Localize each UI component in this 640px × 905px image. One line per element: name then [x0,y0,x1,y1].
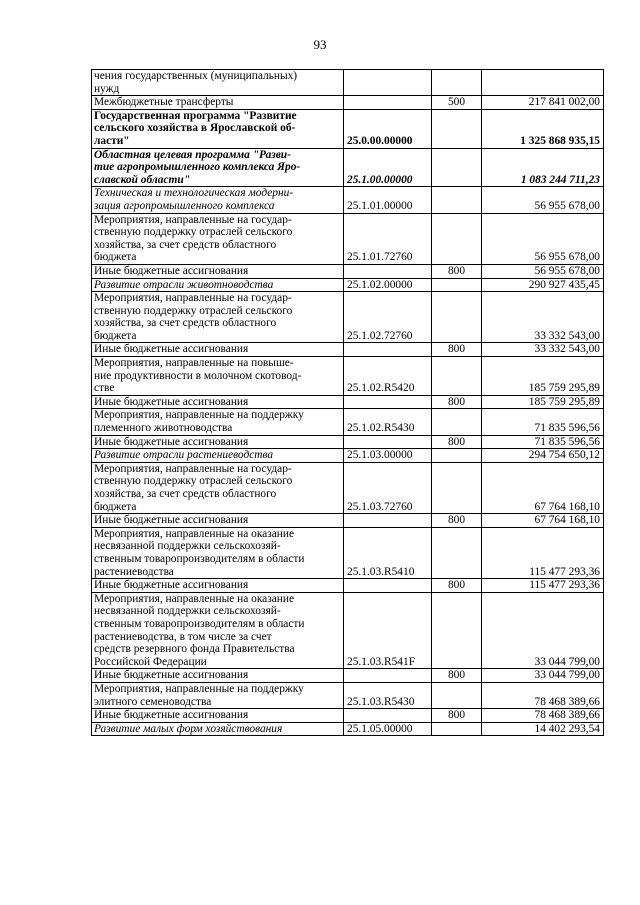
row-expense-type-cell [432,449,482,463]
row-amount-cell: 56 955 678,00 [482,264,604,278]
table-row [92,395,604,409]
table-row [92,449,604,463]
row-name-cell: чения государственных (муниципальных) нужд [92,70,344,96]
row-name-cell: Развитие отрасли растениеводства [92,449,344,463]
row-code-cell [344,669,432,683]
row-amount-cell: 185 759 295,89 [482,395,604,409]
row-expense-type-cell: 800 [432,343,482,357]
row-name-cell: Иные бюджетные ассигнования [92,669,344,683]
row-name-cell: Государственная программа "Развитие сельского хозяйства в Ярославской об- ласти" [92,109,344,148]
row-amount-cell: 67 764 168,10 [482,514,604,528]
row-code-cell: 25.1.03.00000 [344,449,432,463]
row-code-cell [344,579,432,593]
row-amount-cell: 71 835 596,56 [482,435,604,449]
row-expense-type-cell [432,682,482,708]
table-row [92,343,604,357]
row-expense-type-cell [432,278,482,292]
table-row [92,527,604,578]
row-expense-type-cell [432,409,482,435]
row-code-cell [344,96,432,110]
row-expense-type-cell: 800 [432,435,482,449]
row-expense-type-cell [432,109,482,148]
row-name-cell: Мероприятия, направленные на поддержку элитного семеноводства [92,682,344,708]
row-code-cell [344,395,432,409]
row-amount-cell: 294 754 650,12 [482,449,604,463]
table-row [92,292,604,343]
row-name-cell: Межбюджетные трансферты [92,96,344,110]
row-amount-cell: 33 044 799,00 [482,669,604,683]
table-row [92,148,604,187]
row-name-cell: Мероприятия, направленные на государ- ственную поддержку отраслей сельского хозяйства, за счет средств областного бюджета [92,292,344,343]
row-amount-cell: 1 325 868 935,15 [482,109,604,148]
row-expense-type-cell: 800 [432,264,482,278]
row-code-cell: 25.1.03.R5430 [344,682,432,708]
table-row [92,669,604,683]
row-expense-type-cell [432,187,482,213]
row-expense-type-cell [432,527,482,578]
row-expense-type-cell [432,462,482,513]
table-row [92,264,604,278]
row-name-cell: Иные бюджетные ассигнования [92,709,344,723]
row-expense-type-cell [432,148,482,187]
row-name-cell: Иные бюджетные ассигнования [92,343,344,357]
table-row [92,722,604,736]
row-expense-type-cell: 800 [432,514,482,528]
table-row [92,213,604,264]
row-code-cell: 25.1.02.72760 [344,292,432,343]
table-row [92,96,604,110]
row-amount-cell: 33 332 543,00 [482,292,604,343]
row-expense-type-cell [432,357,482,396]
row-code-cell [344,70,432,96]
row-expense-type-cell [432,592,482,669]
row-code-cell: 25.1.05.00000 [344,722,432,736]
row-name-cell: Мероприятия, направленные на повыше- ние продуктивности в молочном скотовод- стве [92,357,344,396]
row-amount-cell: 1 083 244 711,23 [482,148,604,187]
row-code-cell [344,343,432,357]
budget-table-body [92,70,604,736]
row-name-cell: Техническая и технологическая модерни- зация агропромышленного комплекса [92,187,344,213]
row-name-cell: Иные бюджетные ассигнования [92,395,344,409]
row-name-cell: Иные бюджетные ассигнования [92,514,344,528]
row-amount-cell: 71 835 596,56 [482,409,604,435]
row-code-cell: 25.1.00.00000 [344,148,432,187]
row-name-cell: Мероприятия, направленные на государ- ственную поддержку отраслей сельского хозяйства, за счет средств областного бюджета [92,213,344,264]
row-name-cell: Мероприятия, направленные на оказание несвязанной поддержки сельскохозяй- ственным товаропроизводителям в области растениеводства, в том числе за счет средств резервного фонда Правительства Российской Федерации [92,592,344,669]
row-amount-cell: 185 759 295,89 [482,357,604,396]
budget-table [91,69,604,736]
row-expense-type-cell: 800 [432,395,482,409]
table-row [92,70,604,96]
table-row [92,579,604,593]
table-row [92,514,604,528]
row-code-cell [344,709,432,723]
table-row [92,592,604,669]
table-row [92,278,604,292]
row-amount-cell [482,70,604,96]
row-code-cell: 25.1.03.R541F [344,592,432,669]
table-row [92,187,604,213]
row-code-cell: 25.1.03.72760 [344,462,432,513]
row-name-cell: Иные бюджетные ассигнования [92,579,344,593]
row-amount-cell: 78 468 389,66 [482,682,604,708]
row-name-cell: Иные бюджетные ассигнования [92,264,344,278]
row-expense-type-cell [432,213,482,264]
row-name-cell: Развитие малых форм хозяйствования [92,722,344,736]
row-name-cell: Мероприятия, направленные на оказание несвязанной поддержки сельскохозяй- ственным товаропроизводителям в области растениеводства [92,527,344,578]
table-row [92,357,604,396]
row-expense-type-cell: 800 [432,709,482,723]
row-name-cell: Мероприятия, направленные на государ- ственную поддержку отраслей сельского хозяйства, за счет средств областного бюджета [92,462,344,513]
row-amount-cell: 290 927 435,45 [482,278,604,292]
row-amount-cell: 56 955 678,00 [482,213,604,264]
row-expense-type-cell: 800 [432,579,482,593]
row-code-cell: 25.1.03.R5410 [344,527,432,578]
row-code-cell: 25.1.02.00000 [344,278,432,292]
row-code-cell: 25.1.02.R5430 [344,409,432,435]
row-name-cell: Иные бюджетные ассигнования [92,435,344,449]
row-amount-cell: 33 044 799,00 [482,592,604,669]
row-code-cell [344,264,432,278]
table-row [92,462,604,513]
row-code-cell: 25.1.01.72760 [344,213,432,264]
row-amount-cell: 217 841 002,00 [482,96,604,110]
row-expense-type-cell [432,292,482,343]
row-code-cell: 25.1.01.00000 [344,187,432,213]
row-name-cell: Областная целевая программа "Разви- тие агропромышленного комплекса Яро- славской области" [92,148,344,187]
table-row [92,682,604,708]
row-name-cell: Развитие отрасли животноводства [92,278,344,292]
row-amount-cell: 78 468 389,66 [482,709,604,723]
row-code-cell: 25.0.00.00000 [344,109,432,148]
row-amount-cell: 14 402 293,54 [482,722,604,736]
row-expense-type-cell: 500 [432,96,482,110]
page-number: 93 [313,37,327,52]
row-amount-cell: 67 764 168,10 [482,462,604,513]
row-expense-type-cell [432,722,482,736]
table-row [92,435,604,449]
row-amount-cell: 33 332 543,00 [482,343,604,357]
table-row [92,709,604,723]
row-name-cell: Мероприятия, направленные на поддержку племенного животноводства [92,409,344,435]
row-code-cell [344,435,432,449]
table-row [92,409,604,435]
row-code-cell: 25.1.02.R5420 [344,357,432,396]
row-expense-type-cell [432,70,482,96]
row-amount-cell: 56 955 678,00 [482,187,604,213]
row-amount-cell: 115 477 293,36 [482,579,604,593]
row-amount-cell: 115 477 293,36 [482,527,604,578]
row-expense-type-cell: 800 [432,669,482,683]
row-code-cell [344,514,432,528]
table-row [92,109,604,148]
